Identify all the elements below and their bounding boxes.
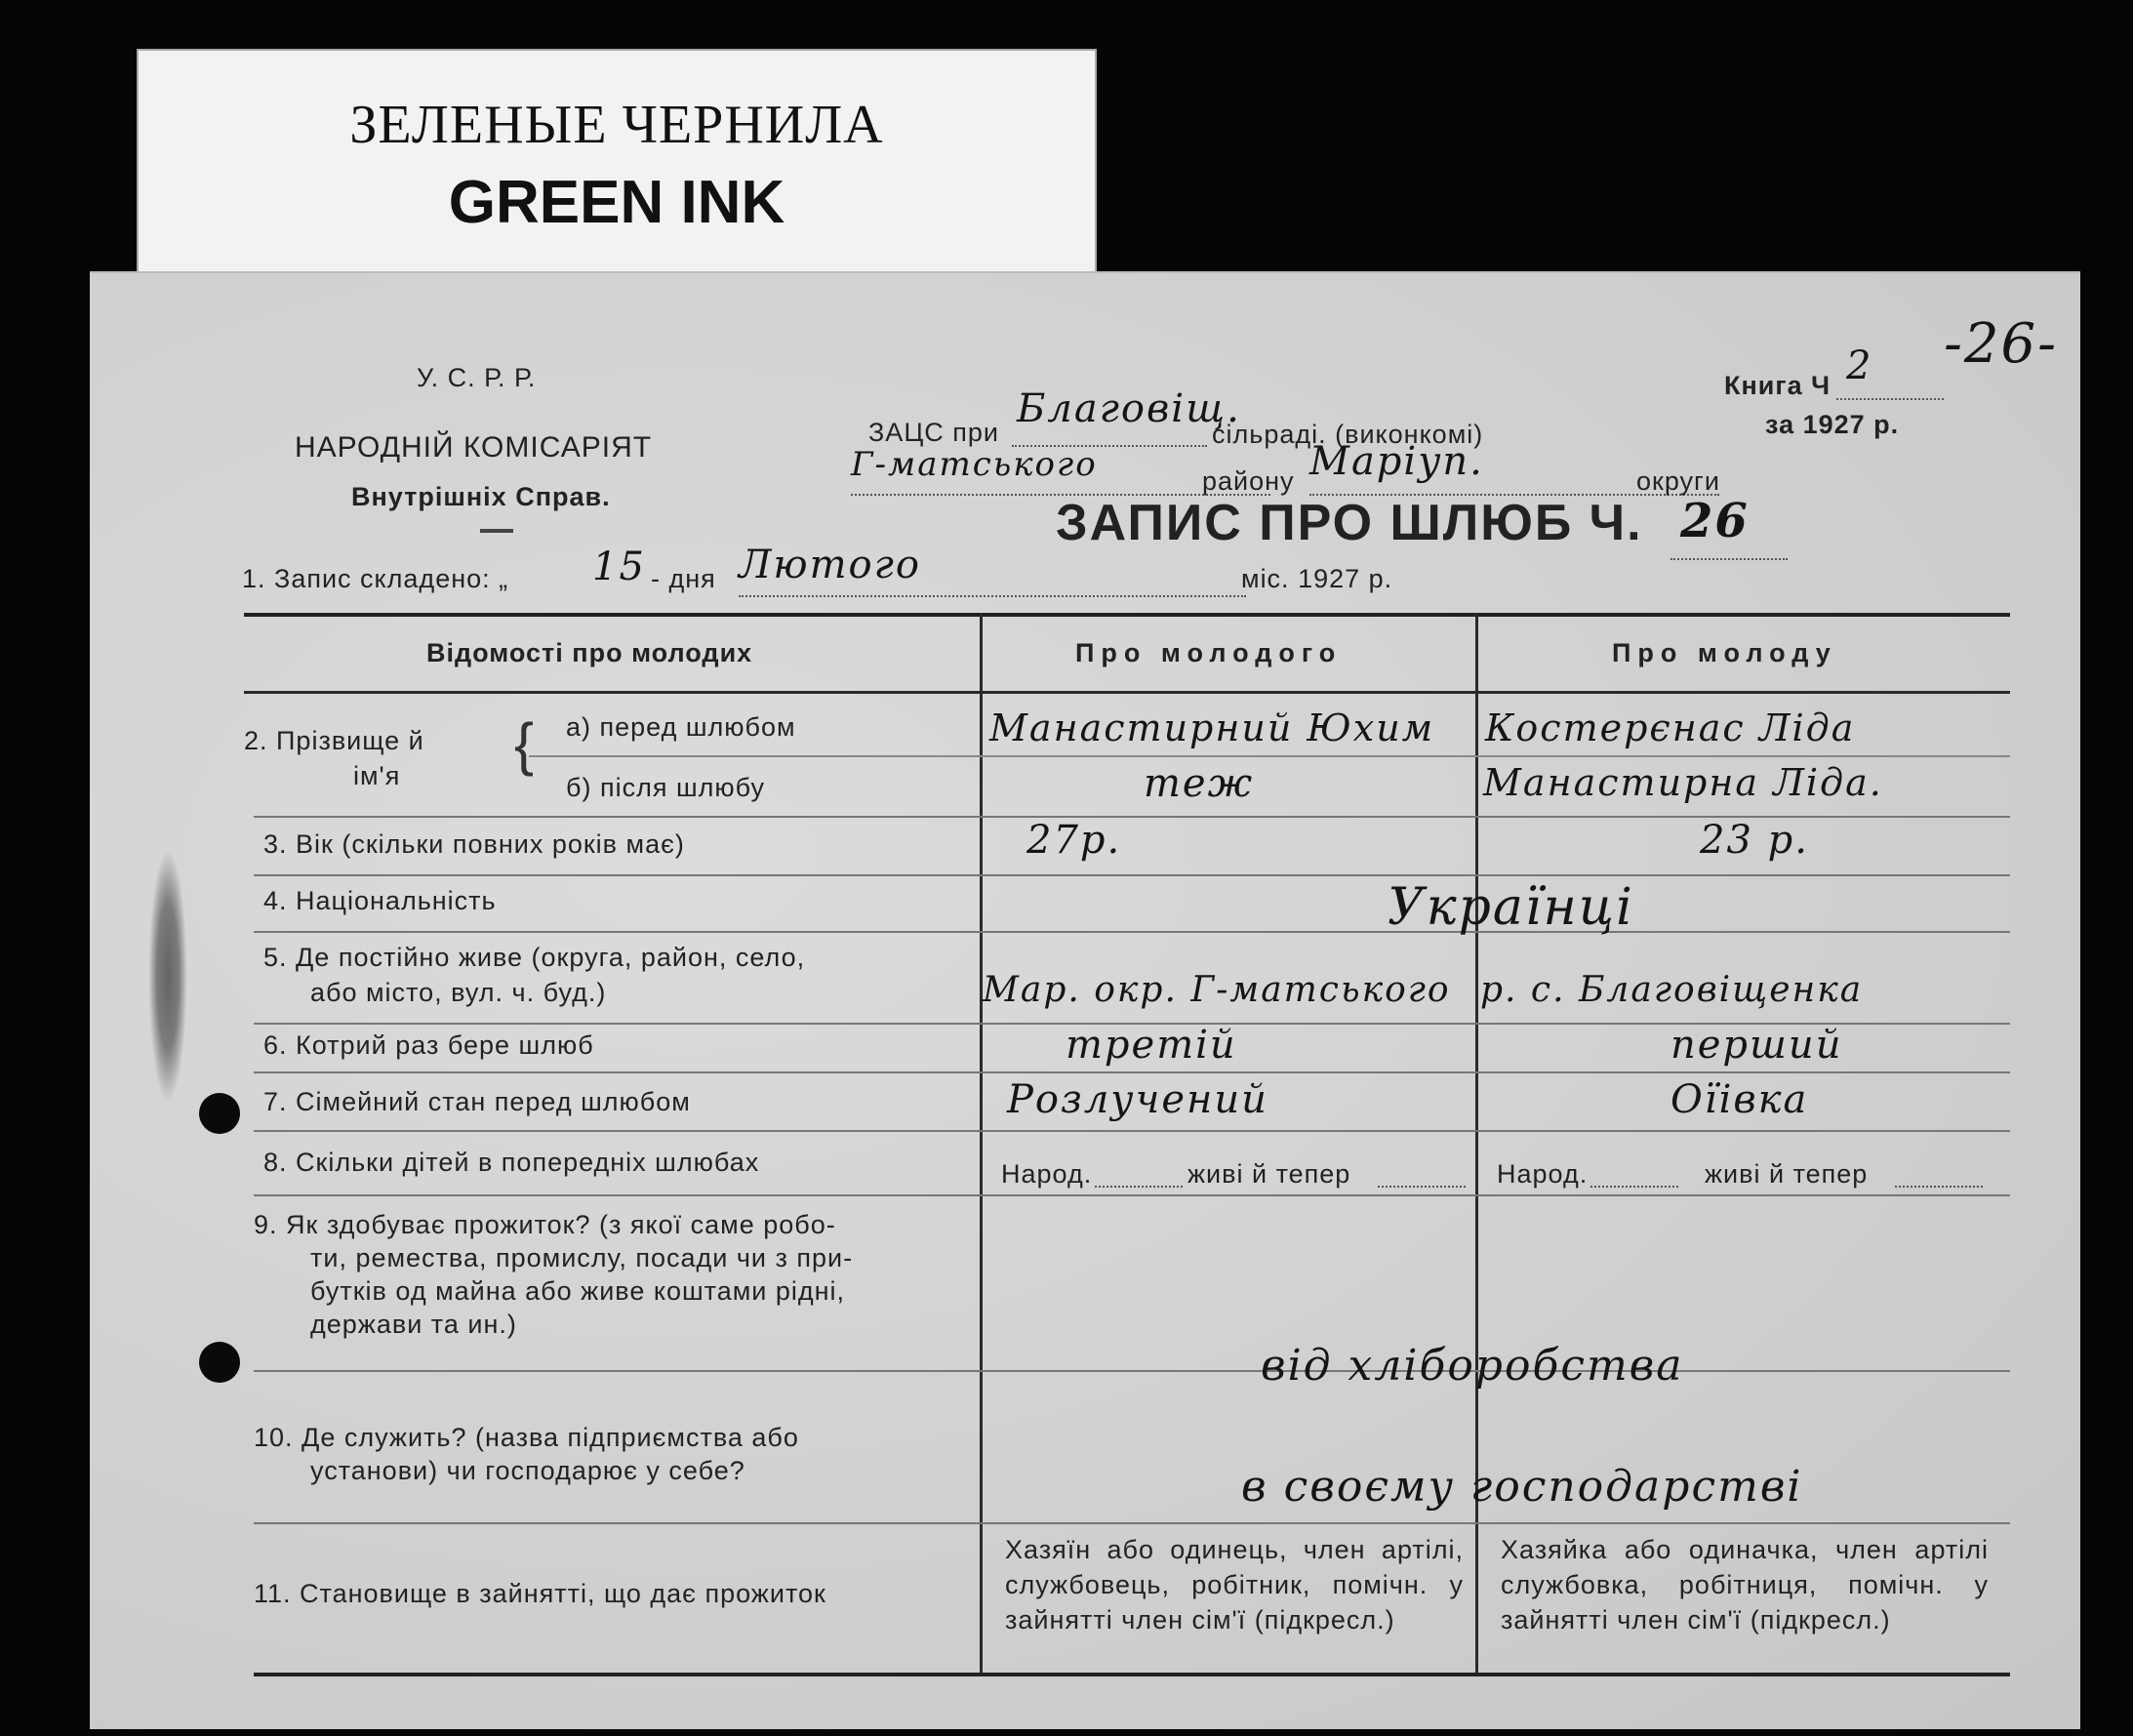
row-5-label-2: або місто, вул. ч. буд.) (310, 978, 607, 1007)
row-rule (254, 1071, 2010, 1073)
row-2-label: 2. Прізвище й (244, 726, 424, 755)
groom-occupation-status: Хазяїн або одинець, член артілі, службовець, робітник, помічн. у зайнятті член сім'ї (підкресл.) (1005, 1535, 1464, 1635)
groom-name-before: Манастирний Юхим (989, 707, 1435, 749)
row-2b-label: б) після шлюбу (566, 773, 765, 802)
column-header-bride: Про молоду (1612, 638, 1837, 667)
book-number: 2 (1846, 343, 1873, 388)
okrug-name: Маріуп. (1309, 439, 1484, 484)
row-2-brace: { (514, 711, 536, 777)
bride-children-alive: живі й тепер (1705, 1159, 1869, 1189)
row-7-label: 7. Сімейний стан перед шлюбом (263, 1087, 691, 1116)
row-rule (254, 874, 2010, 876)
groom-children-alive: живі й тепер (1187, 1159, 1351, 1189)
row-rule (254, 1522, 2010, 1524)
bride-name-after: Манастирна Ліда. (1483, 761, 1883, 804)
groom-age: 27р. (1026, 818, 1122, 863)
groom-children-born: Народ. (1001, 1159, 1093, 1189)
row-5-label-1: 5. Де постійно живе (округа, район, село, (263, 943, 806, 972)
row-11-label: 11. Становище в зайнятті, що дає прожиток (254, 1579, 826, 1608)
year-label: за 1927 р. (1765, 410, 1900, 439)
row-2-label-name: ім'я (353, 761, 401, 790)
row-9-label-4: держави та ин.) (310, 1310, 517, 1339)
row-rule (254, 1130, 2010, 1132)
groom-children-born-line (1095, 1186, 1183, 1188)
record-day-label: - дня (651, 564, 716, 593)
bride-age: 23 р. (1700, 818, 1809, 863)
row-10-label-1: 10. Де служить? (назва підприємства або (254, 1423, 799, 1452)
row-9-label-3: бутків од майна або живе коштами рідні, (310, 1276, 846, 1306)
record-month: Лютого (739, 543, 921, 587)
column-divider-left (980, 613, 983, 1673)
row-4-label: 4. Національність (263, 886, 497, 915)
record-date-prefix: 1. Запис складено: „ (242, 564, 509, 593)
groom-residence: Мар. окр. Г-матського (983, 970, 1451, 1010)
bride-name-before: Костерєнас Ліда (1485, 707, 1856, 749)
livelihood-both: від хліборобства (1261, 1341, 1684, 1391)
record-day: 15 (592, 545, 646, 589)
label-russian: ЗЕЛЕНЫЕ ЧЕРНИЛА (349, 95, 884, 155)
okrug-label: округи (1636, 466, 1720, 496)
workplace-both: в своєму господарстві (1241, 1462, 1803, 1512)
row-rule (254, 1370, 2010, 1372)
bride-children-born-line (1590, 1186, 1678, 1188)
district-label: району (1202, 466, 1295, 496)
column-divider-right (1475, 613, 1478, 1673)
bride-children-alive-line (1895, 1186, 1983, 1188)
row-2a-label: а) перед шлюбом (566, 712, 796, 742)
book-label: Книга Ч (1724, 371, 1831, 400)
sheet-number: -26- (1944, 312, 2059, 376)
commissariat-heading: НАРОДНІЙ КОМІСАРІЯТ (295, 431, 653, 464)
ussr-heading: У. С. Р. Р. (417, 363, 537, 392)
record-month-line (739, 595, 1246, 597)
row-6-label: 6. Котрий раз бере шлюб (263, 1030, 594, 1060)
bride-marriage-count: перший (1670, 1023, 1843, 1068)
row-9-label-2: ти, ремества, промислу, посади чи з при- (310, 1243, 854, 1272)
internal-affairs-heading: Внутрішніх Справ. (351, 482, 611, 511)
column-header-info: Відомості про молодих (426, 638, 753, 667)
heading-dash (480, 529, 513, 533)
record-number: 26 (1680, 494, 1750, 548)
row-10-label-2: установи) чи господарює у себе? (310, 1456, 745, 1485)
groom-children-alive-line (1378, 1186, 1466, 1188)
row-rule (254, 1194, 2010, 1196)
zags-prefix: ЗАЦС при (868, 418, 1000, 447)
row-3-label: 3. Вік (скільки повних років має) (263, 829, 685, 859)
district-name: Г-матського (851, 445, 1098, 484)
bride-residence: р. с. Благовіщенка (1480, 970, 1864, 1010)
book-number-line (1836, 398, 1944, 400)
record-date-suffix: міс. 1927 р. (1241, 564, 1393, 593)
bride-children-born: Народ. (1497, 1159, 1589, 1189)
groom-marriage-count: третій (1066, 1023, 1237, 1068)
ink-color-label-card (137, 49, 1097, 287)
row-rule-2-split (529, 755, 2010, 757)
row-8-label: 8. Скільки дітей в попередніх шлюбах (263, 1148, 760, 1177)
groom-status: Розлучений (1007, 1077, 1268, 1122)
bride-status: Оїівка (1670, 1077, 1809, 1122)
row-rule (254, 931, 2010, 933)
row-9-label-1: 9. Як здобуває прожиток? (з якої саме робо- (254, 1210, 836, 1239)
nationality-both: Українці (1388, 878, 1634, 937)
table-bottom-rule (254, 1673, 2010, 1676)
groom-name-after: теж (1144, 761, 1255, 806)
zags-suffix: сільраді. (виконкомі) (1212, 420, 1484, 449)
table-top-rule (244, 613, 2010, 617)
label-english: GREEN INK (448, 169, 785, 236)
bride-occupation-status: Хазяйка або одиначка, член артілі службовка, робітниця, помічн. у зайнятті член сім'ї (підкресл.) (1501, 1535, 1989, 1635)
record-number-line (1670, 558, 1788, 560)
table-header-rule (244, 691, 2010, 694)
column-header-groom: Про молодого (1075, 638, 1343, 667)
punch-hole-top (199, 1093, 240, 1134)
ink-stain (148, 849, 187, 1103)
marriage-record-sheet (90, 271, 2080, 1729)
punch-hole-bottom (199, 1342, 240, 1383)
document-title: ЗАПИС ПРО ШЛЮБ Ч. (1056, 495, 1643, 551)
zags-village: Благовіщ. (1017, 386, 1241, 431)
